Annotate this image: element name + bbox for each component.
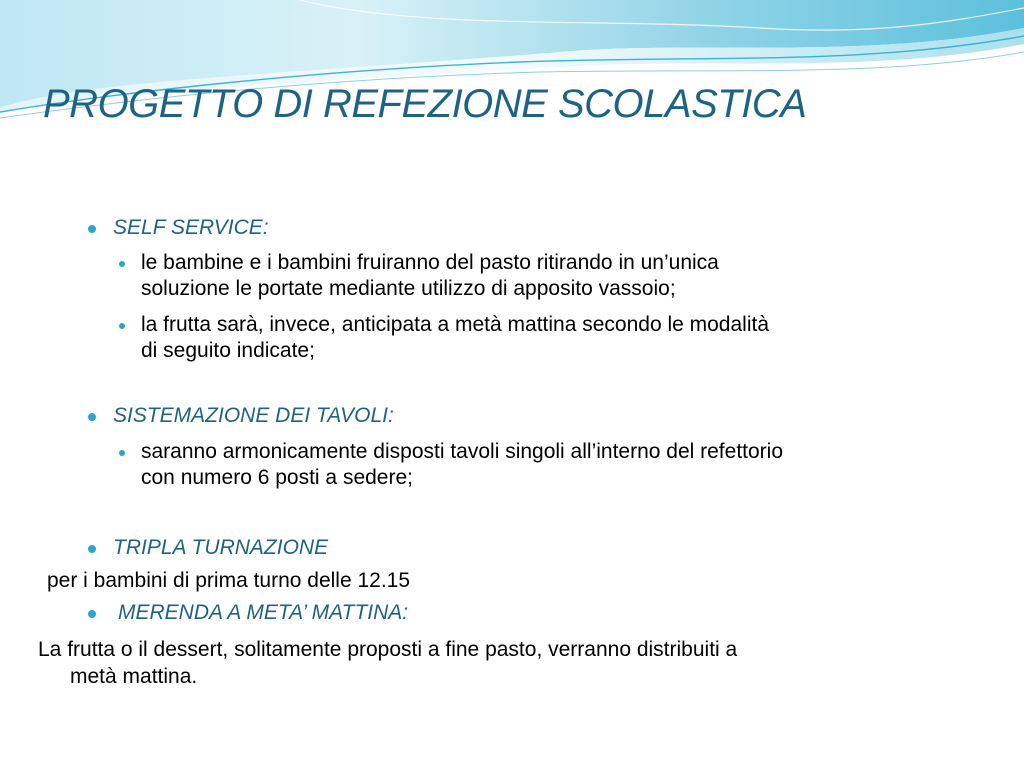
heading-merenda: MERENDA A META’ MATTINA: [118, 601, 409, 624]
bullet-turnazione [88, 545, 96, 553]
turnazione-text: per i bambini di prima turno delle 12.15 [47, 569, 411, 592]
heading-self-service [113, 215, 269, 241]
heading-self-service-colon: : [262, 216, 269, 239]
bullet-tavoli [88, 413, 96, 421]
self-service-item-1-line-2: soluzione le portate mediante utilizzo di apposito vassoio; [141, 277, 676, 300]
self-service-item-2-line-2: di seguito indicate; [141, 339, 315, 362]
heading-tavoli-colon: : [388, 404, 394, 427]
heading-self-service-text: SELF SERVICE [113, 216, 263, 239]
heading-turnazione: TRIPLA TURNAZIONE [113, 536, 329, 559]
self-service-item-2-line-1: la frutta sarà, invece, anticipata a metà mattina secondo le modalità [141, 313, 770, 336]
heading-tavoli-text: SISTEMAZIONE DEI TAVOLI [113, 404, 388, 427]
tavoli-item-1-line-1: saranno armonicamente disposti tavoli singoli all’interno del refettorio [141, 440, 784, 463]
bullet-merenda [88, 610, 96, 618]
heading-tavoli [113, 403, 394, 429]
slide-title: PROGETTO DI REFEZIONE SCOLASTICA [43, 82, 807, 126]
merenda-line-1: La frutta o il dessert, solitamente proposti a fine pasto, verranno distribuiti a [38, 638, 738, 661]
sub-bullet-self-service-1 [119, 261, 125, 267]
sub-bullet-self-service-2 [119, 323, 125, 329]
self-service-item-1-line-1: le bambine e i bambini fruiranno del pasto ritirando in un’unica [141, 251, 719, 274]
merenda-line-2: metà mattina. [70, 665, 198, 688]
bullet-self-service [88, 225, 96, 233]
tavoli-item-1-line-2: con numero 6 posti a sedere; [141, 466, 413, 489]
sub-bullet-tavoli-1 [119, 450, 125, 456]
